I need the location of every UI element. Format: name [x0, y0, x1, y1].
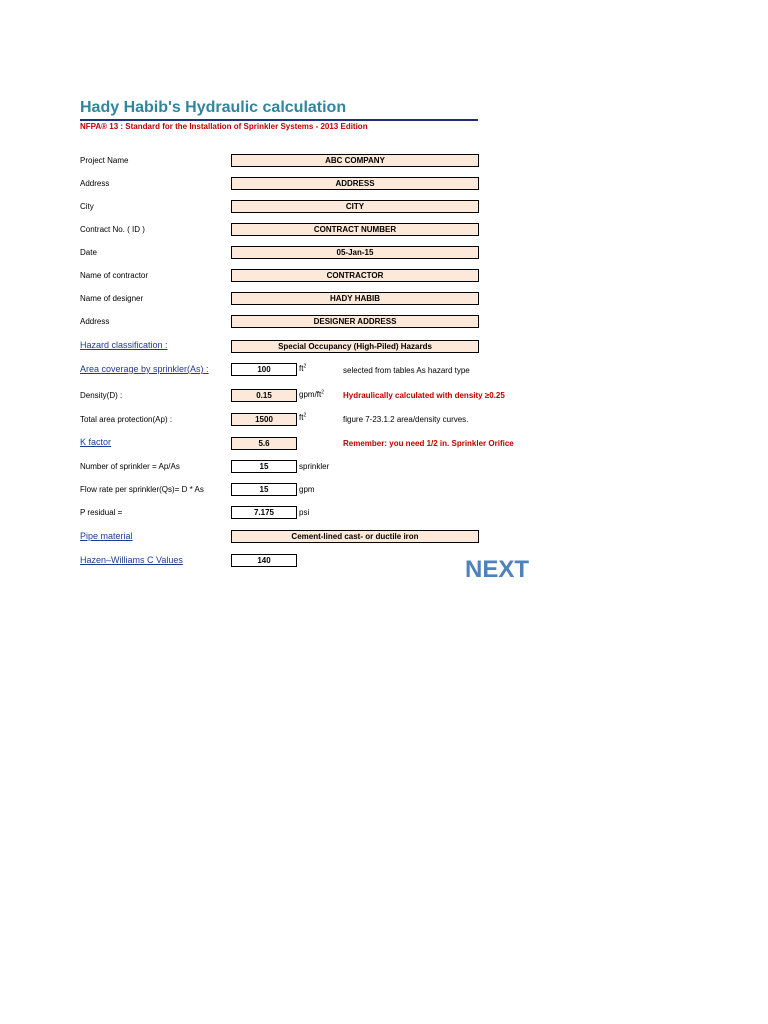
designer-field[interactable]: HADY HABIB: [231, 292, 479, 305]
project-name-label: Project Name: [80, 156, 129, 165]
hazen-williams-link[interactable]: Hazen–Williams C Values: [80, 555, 183, 565]
pipe-material-field[interactable]: Cement-lined cast- or ductile iron: [231, 530, 479, 543]
page-title: Hady Habib's Hydraulic calculation: [80, 99, 347, 116]
k-factor-note: Remember: you need 1/2 in. Sprinkler Orifice: [343, 439, 514, 448]
hazard-classification-field[interactable]: Special Occupancy (High-Piled) Hazards: [231, 340, 479, 353]
date-label: Date: [80, 248, 97, 257]
p-residual-field[interactable]: 7.175: [231, 506, 297, 519]
k-factor-link[interactable]: K factor: [80, 437, 112, 447]
designer-address-field[interactable]: DESIGNER ADDRESS: [231, 315, 479, 328]
designer-address-label: Address: [80, 317, 110, 326]
flow-rate-unit: gpm: [299, 485, 315, 494]
density-unit: gpm/$ft^2$: [299, 389, 325, 399]
area-unit: $ft^2$: [299, 363, 307, 373]
density-label: Density(D) :: [80, 391, 123, 400]
hazen-williams-field[interactable]: 140: [231, 554, 297, 567]
pipe-material-link[interactable]: Pipe material: [80, 531, 133, 541]
contract-label: Contract No. ( ID ): [80, 225, 145, 234]
area-coverage-link[interactable]: Area coverage by sprinkler(As) :: [80, 364, 209, 374]
date-field[interactable]: 05-Jan-15: [231, 246, 479, 259]
total-area-field[interactable]: 1500: [231, 413, 297, 426]
total-area-label: Total area protection(Ap) :: [80, 415, 173, 424]
density-field[interactable]: 0.15: [231, 389, 297, 402]
flow-rate-field[interactable]: 15: [231, 483, 297, 496]
area-note: selected from tables As hazard type: [343, 366, 470, 375]
project-name-field[interactable]: ABC COMPANY: [231, 154, 479, 167]
contract-field[interactable]: CONTRACT NUMBER: [231, 223, 479, 236]
density-note: Hydraulically calculated with density ≥0.25: [343, 391, 505, 400]
flow-rate-label: Flow rate per sprinkler(Qs)= D * As: [80, 485, 204, 494]
num-sprinkler-label: Number of sprinkler = Ap/As: [80, 462, 180, 471]
title-underline: [80, 119, 478, 121]
designer-label: Name of designer: [80, 294, 144, 303]
p-residual-label: P residual =: [80, 508, 123, 517]
num-sprinkler-unit: sprinkler: [299, 462, 330, 471]
num-sprinkler-field[interactable]: 15: [231, 460, 297, 473]
city-field[interactable]: CITY: [231, 200, 479, 213]
contractor-label: Name of contractor: [80, 271, 149, 280]
p-residual-unit: psi: [299, 508, 310, 517]
total-area-note: figure 7-23.1.2 area/density curves.: [343, 415, 469, 424]
hazard-classification-link[interactable]: Hazard classification :: [80, 340, 168, 350]
contractor-field[interactable]: CONTRACTOR: [231, 269, 479, 282]
address-field[interactable]: ADDRESS: [231, 177, 479, 190]
total-area-unit: $ft^2$: [299, 412, 307, 422]
next-button[interactable]: NEXT: [465, 556, 530, 583]
area-coverage-field[interactable]: 100: [231, 363, 297, 376]
page-subtitle: NFPA® 13 : Standard for the Installation of Sprinkler Systems - 2013 Edition: [80, 122, 368, 131]
address-label: Address: [80, 179, 110, 188]
city-label: City: [80, 202, 94, 211]
k-factor-field[interactable]: 5.6: [231, 437, 297, 450]
